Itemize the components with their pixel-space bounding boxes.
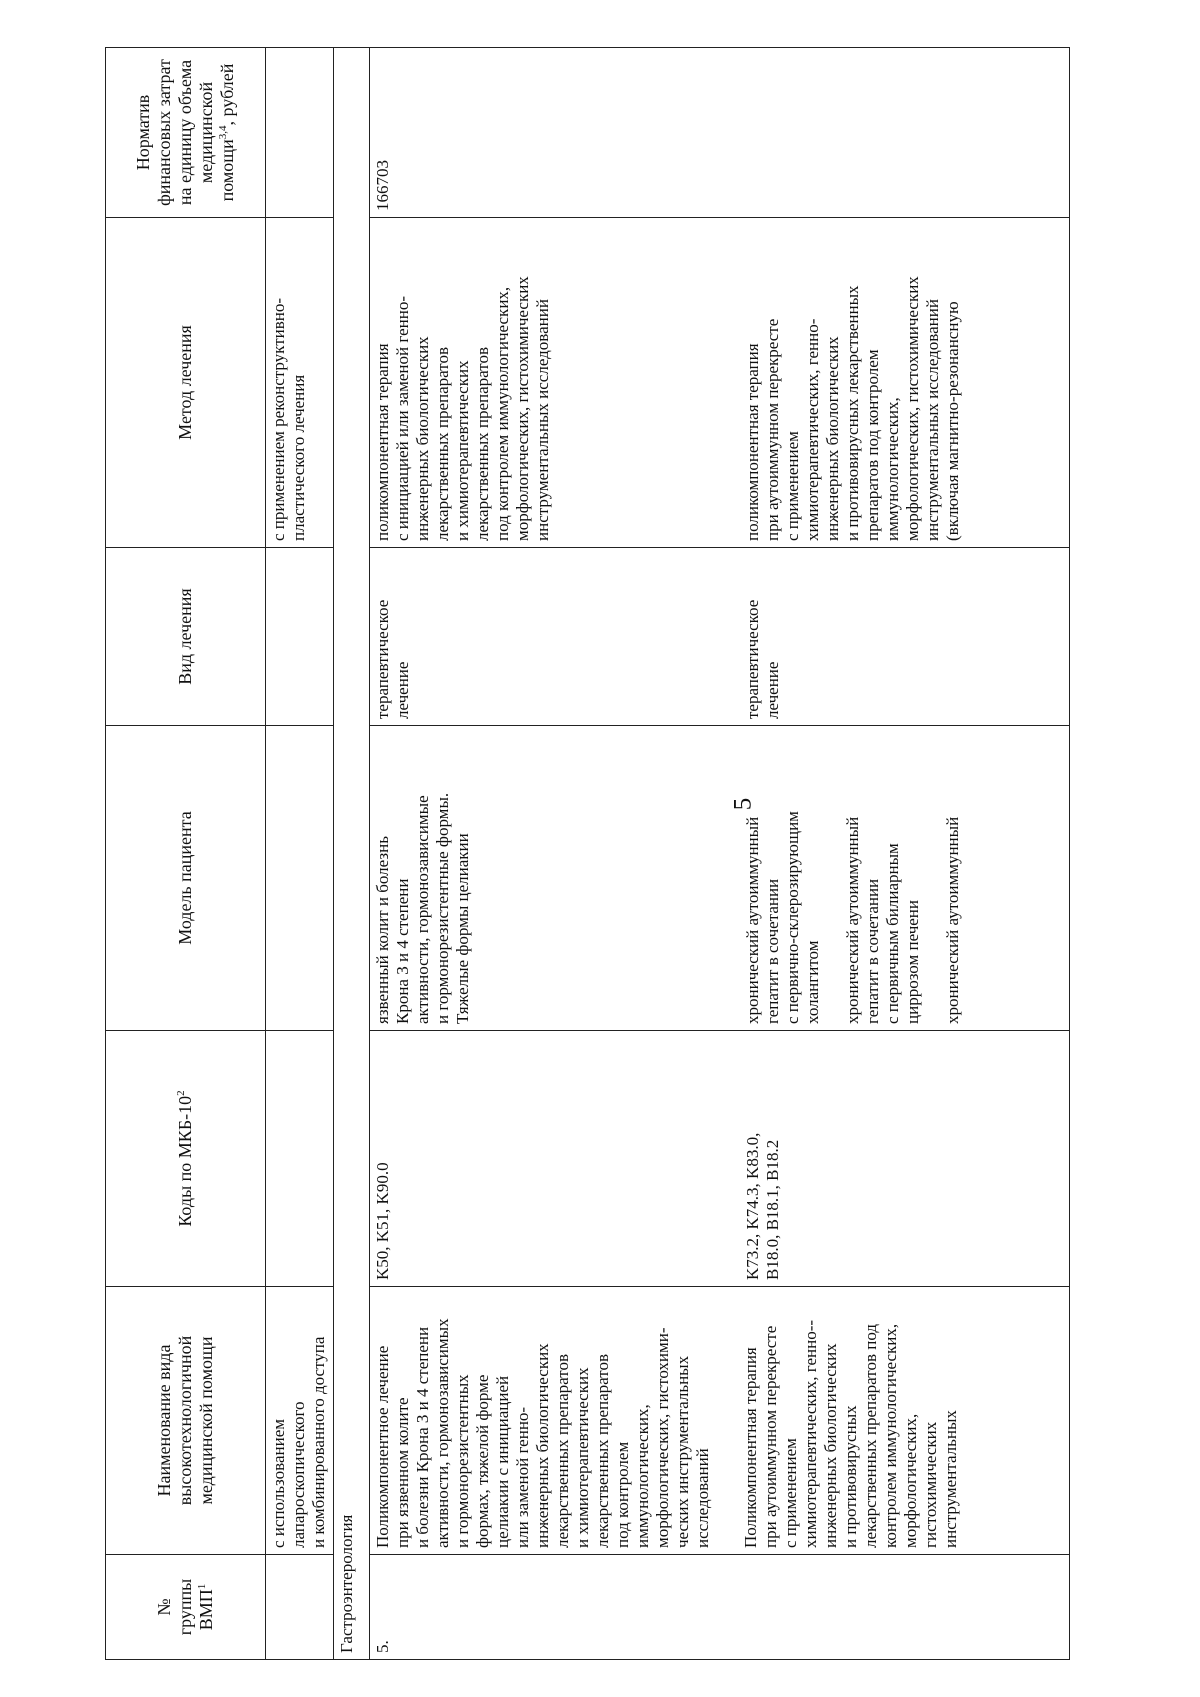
- cell-patient-model: [370, 726, 1070, 1031]
- header-cost-norm: Норматив финансовых затрат на единицу объема медицинской помощи$^{3,4}$, рублей: [106, 48, 266, 218]
- cell-empty: [266, 726, 334, 1031]
- header-row: [106, 48, 266, 1660]
- care-type-name-1: Поликомпонентное лечение при язвенном колите и болезни Крона 3 и 4 степени активности, гормонозависимых и гормонорезистентных формах, тяжелой форме целиакии с инициацией или заменой генно- инженерных биологических лекарственных препаратов и химиотерапевтических лекарственных препаратов под контролем иммунологических, морфологических, гистохими- ческих инструментальных исследований: [373, 1318, 712, 1548]
- cell-empty: [266, 548, 334, 726]
- header-treatment-method: Метод лечения: [106, 218, 266, 548]
- treatment-method-1: поликомпонентная терапия с инициацией или заменой генно- инженерных биологических лекарственных препаратов и химиотерапевтических лекарственных препаратов под контролем иммунологических, морфологических, гистохимических инструментальных исследований: [373, 276, 552, 541]
- rotated-table-wrapper: [105, 48, 1070, 1660]
- header-group-number: № группы ВМП$^1$: [106, 1555, 266, 1660]
- continuation-row: [266, 48, 334, 1660]
- page-number: 5: [729, 797, 757, 811]
- cell-care-type-name: [370, 1287, 1070, 1555]
- patient-model-1: язвенный колит и болезнь Крона 3 и 4 степени активности, гормонозависимые и гормонорезистентные формы. Тяжелые формы целиакии: [373, 792, 472, 1024]
- cell-empty: [266, 1555, 334, 1660]
- header-patient-model: Модель пациента: [106, 726, 266, 1031]
- treatment-type-2: терапевтическое лечение: [743, 599, 782, 719]
- group-5-row: [370, 48, 1070, 1660]
- section-row: [334, 48, 370, 1660]
- cell-cost-norm: 166703: [370, 48, 1070, 218]
- cell-continuation-method: с применением реконструктивно- пластического лечения: [266, 218, 334, 548]
- header-treatment-type: Вид лечения: [106, 548, 266, 726]
- cell-treatment-type: [370, 548, 1070, 726]
- patient-model-2: хронический аутоиммунный гепатит в сочетании с первично-склерозирующим холангитом хронический аутоиммунный гепатит в сочетании с первичным билиарным циррозом печени хронический аутоиммунный: [743, 811, 962, 1024]
- icd-codes-1: K50, K51, K90.0: [373, 1162, 392, 1280]
- cell-treatment-method: [370, 218, 1070, 548]
- cell-empty: [266, 1031, 334, 1287]
- treatment-method-2: поликомпонентная терапия при аутоиммунном перекресте с применением химиотерапевтических, генно- инженерных биологических и противовирусных лекарственных препаратов под контролем иммунологических, морфологических, гистохимических инструментальных исследований (включая магнитно-резонансную: [743, 276, 962, 541]
- cell-empty: [266, 48, 334, 218]
- cell-continuation-name: с использованием лапароскопического и комбинированного доступа: [266, 1287, 334, 1555]
- cell-icd-codes: [370, 1031, 1070, 1287]
- section-title: Гастроэнтерология: [334, 48, 370, 1660]
- header-care-type-name: Наименование вида высокотехнологичной медицинской помощи: [106, 1287, 266, 1555]
- care-type-name-2: Поликомпонентная терапия при аутоиммунном перекресте с применением химиотерапевтических, генно-- инженерных биологических и противовирусных лекарственных препаратов под контролем иммунологических, морфологических, гистохимических инструментальных: [741, 1319, 960, 1548]
- treatment-type-1: терапевтическое лечение: [373, 599, 412, 719]
- icd-codes-2: K73.2, K74.3, K83.0, B18.0, B18.1, B18.2: [743, 1132, 782, 1280]
- header-icd-codes: Коды по МКБ-$10^2$: [106, 1031, 266, 1287]
- vmp-table: [105, 47, 1070, 1660]
- cell-group-number: 5.: [370, 1555, 1070, 1660]
